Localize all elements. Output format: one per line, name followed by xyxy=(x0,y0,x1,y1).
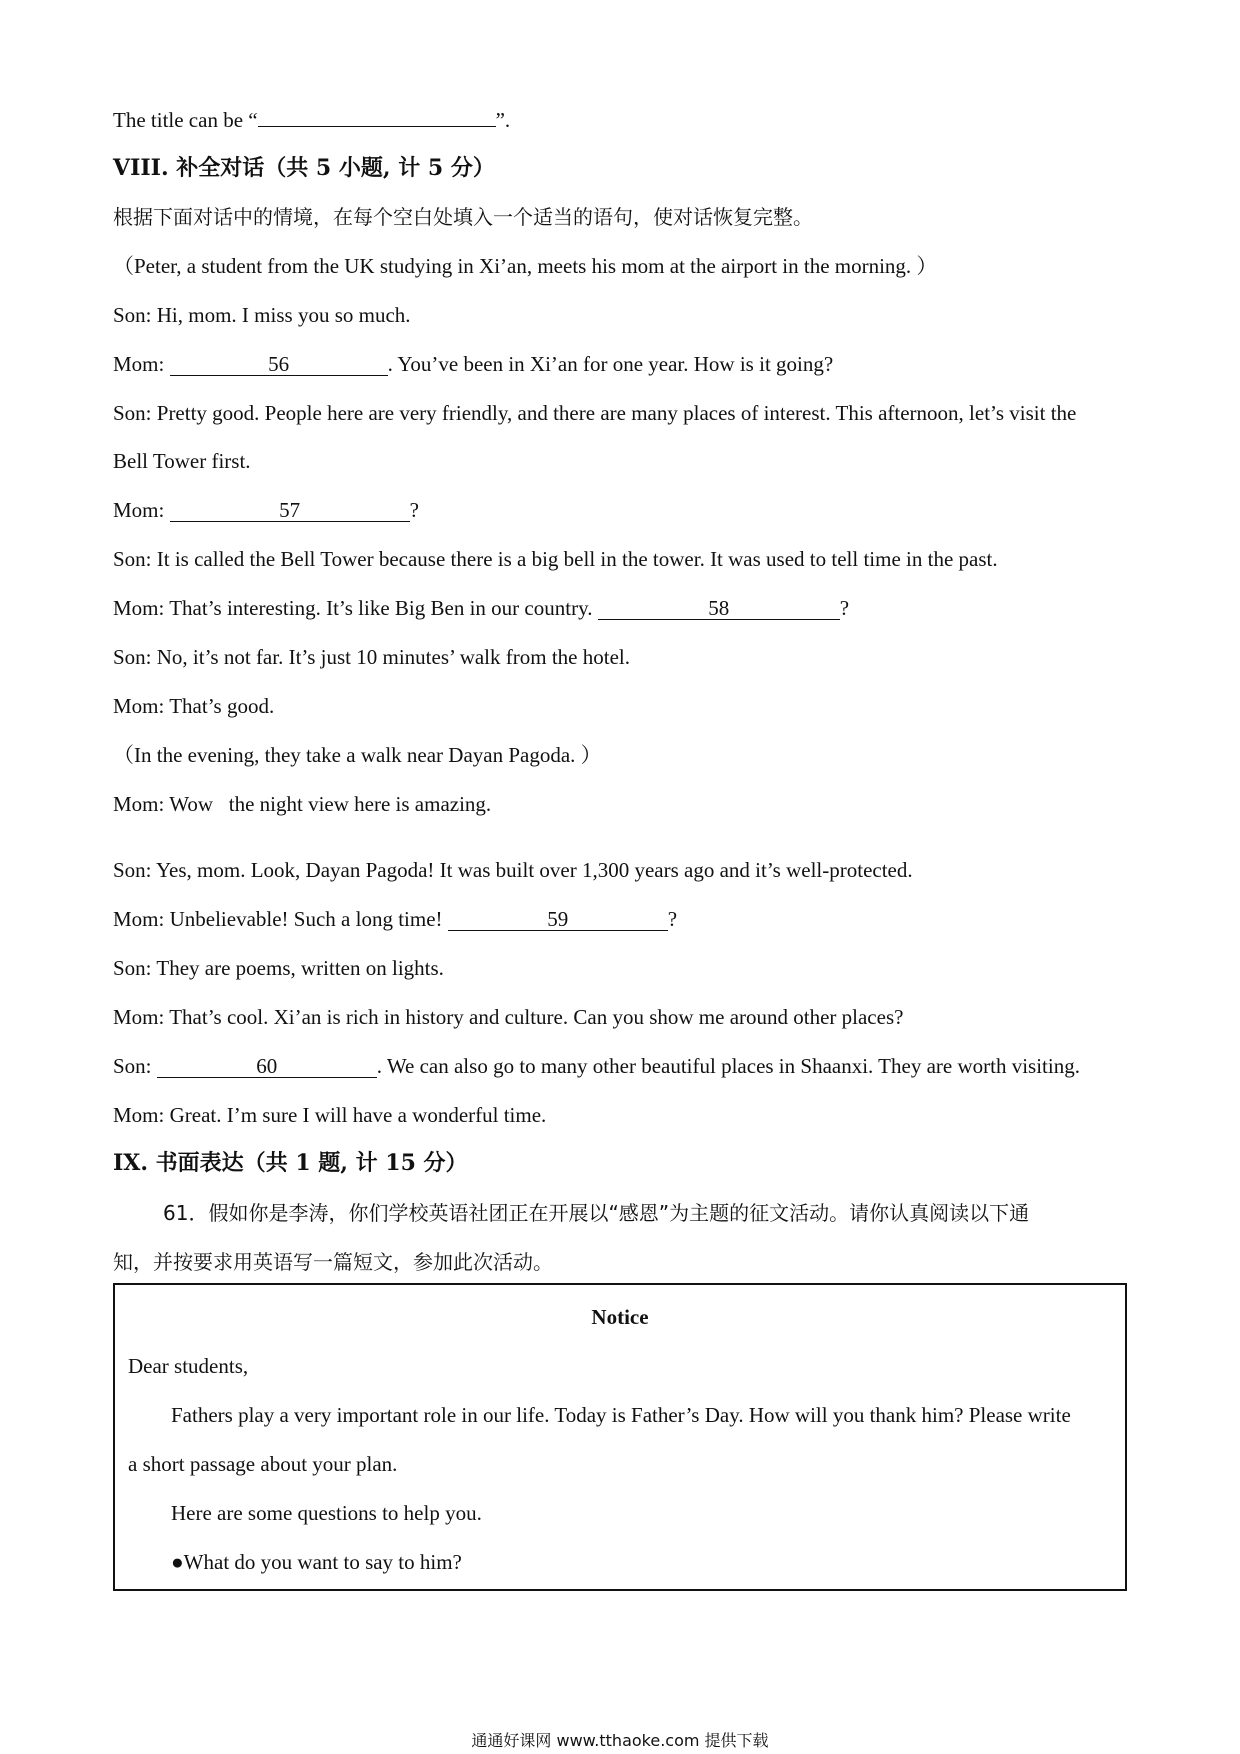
dialogue-text: Mom: Unbelievable! Such a long time! xyxy=(113,907,448,931)
scene-note-morning: （Peter, a student from the UK studying in Xi’an, meets his mom at the airport in the morning. ） xyxy=(113,254,938,278)
notice-paragraph: Fathers play a very important role in our life. Today is Father’s Day. How will you thank him? Please write xyxy=(171,1403,1071,1427)
section-heading-ix: IX. 书面表达（共 1 题, 计 15 分） xyxy=(113,1150,468,1176)
notice-box xyxy=(113,1283,1127,1591)
dialogue-line: Son: Hi, mom. I miss you so much. xyxy=(113,303,411,327)
answer-blank-57: 57 xyxy=(170,499,410,522)
dialogue-line-blank-56 xyxy=(113,351,833,377)
dialogue-line: Son: It is called the Bell Tower because there is a big bell in the tower. It was used to tell time in the past. xyxy=(113,547,998,571)
notice-question: ●What do you want to say to him? xyxy=(171,1550,462,1574)
section-heading-viii: VIII. 补全对话（共 5 小题, 计 5 分） xyxy=(113,155,495,181)
title-answer-blank xyxy=(258,126,496,127)
dialogue-text: . You’ve been in Xi’an for one year. How is it going? xyxy=(387,352,834,376)
dialogue-line: Mom: Great. I’m sure I will have a wonderful time. xyxy=(113,1103,547,1127)
page-footer: 通通好课网 www.tthaoke.com 提供下载 xyxy=(471,1731,769,1750)
dialogue-text: ? xyxy=(667,907,678,931)
section-instruction: 根据下面对话中的情境，在每个空白处填入一个适当的语句，使对话恢复完整。 xyxy=(113,205,813,229)
writing-prompt-continued: 知，并按要求用英语写一篇短文，参加此次活动。 xyxy=(113,1250,553,1274)
dialogue-line-continued: Bell Tower first. xyxy=(113,449,251,473)
speaker-label: Mom: xyxy=(113,498,170,522)
dialogue-text: ? xyxy=(409,498,419,522)
answer-blank-56: 56 xyxy=(170,353,388,376)
answer-blank-58: 58 xyxy=(598,597,840,620)
dialogue-line-blank-57 xyxy=(113,497,419,523)
title-line-prefix: The title can be “ xyxy=(113,108,258,132)
notice-paragraph-continued: a short passage about your plan. xyxy=(128,1452,398,1476)
speaker-label: Mom: xyxy=(113,352,170,376)
speaker-label: Son: xyxy=(113,1054,157,1078)
dialogue-line: Son: Yes, mom. Look, Dayan Pagoda! It was built over 1,300 years ago and it’s well-protected. xyxy=(113,858,913,882)
notice-greeting: Dear students, xyxy=(128,1354,249,1378)
answer-blank-59: 59 xyxy=(448,908,668,931)
answer-blank-60: 60 xyxy=(157,1055,377,1078)
dialogue-line-blank-58 xyxy=(113,595,849,621)
writing-prompt: 61．假如你是李涛，你们学校英语社团正在开展以“感恩”为主题的征文活动。请你认真阅读以下通 xyxy=(163,1201,1030,1225)
dialogue-line-blank-60 xyxy=(113,1053,1080,1079)
dialogue-line: Mom: That’s cool. Xi’an is rich in history and culture. Can you show me around other places? xyxy=(113,1005,904,1029)
dialogue-line: Mom: Wow the night view here is amazing. xyxy=(113,792,492,816)
dialogue-text: ? xyxy=(839,596,850,620)
title-line xyxy=(113,107,510,133)
title-line-suffix: ”. xyxy=(495,108,511,132)
scene-note-evening: （In the evening, they take a walk near Dayan Pagoda. ） xyxy=(113,743,602,767)
dialogue-line: Son: No, it’s not far. It’s just 10 minutes’ walk from the hotel. xyxy=(113,645,630,669)
notice-title: Notice xyxy=(591,1305,649,1329)
dialogue-line: Son: They are poems, written on lights. xyxy=(113,956,444,980)
dialogue-line: Son: Pretty good. People here are very friendly, and there are many places of interest. This afternoon, let’s visit the xyxy=(113,401,1077,425)
dialogue-line-blank-59 xyxy=(113,906,677,932)
dialogue-text: Mom: That’s interesting. It’s like Big Ben in our country. xyxy=(113,596,598,620)
dialogue-text: . We can also go to many other beautiful places in Shaanxi. They are worth visiting. xyxy=(376,1054,1080,1078)
dialogue-line: Mom: That’s good. xyxy=(113,694,275,718)
notice-helper-text: Here are some questions to help you. xyxy=(171,1501,482,1525)
